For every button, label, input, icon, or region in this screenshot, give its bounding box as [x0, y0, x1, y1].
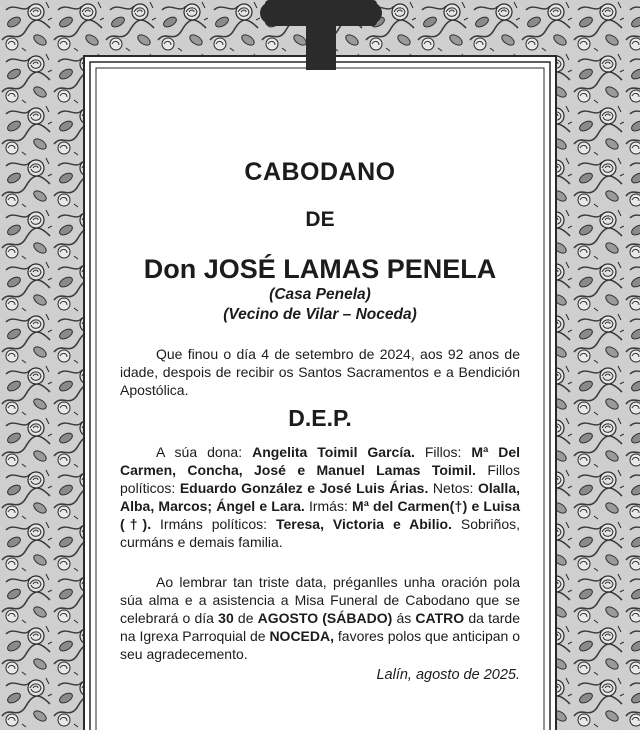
family-segment: Netos:	[428, 480, 478, 496]
invitation-segment: da tarde na Igrexa Parroquial de	[120, 610, 520, 644]
family-paragraph	[120, 443, 520, 551]
invitation-segment: 30	[218, 610, 234, 626]
family-segment: Irmáns políticos:	[151, 516, 276, 532]
family-segment: Sobriños, curmáns e demais familia.	[120, 516, 521, 550]
family-segment: Fillos políticos:	[120, 462, 520, 496]
family-segment: Mª del Carmen(†) e Luisa (†).	[120, 498, 520, 532]
invitation-segment: favores polos que anticipan o seu agradecemento.	[120, 628, 521, 662]
invitation-segment: CATRO	[415, 610, 465, 626]
dep-heading: D.E.P.	[288, 405, 352, 431]
obituary-panel	[98, 70, 542, 730]
family-segment: Fillos:	[414, 444, 472, 460]
house-name: (Casa Penela)	[269, 286, 371, 303]
deceased-name: Don JOSÉ LAMAS PENELA	[143, 254, 497, 284]
invitation-segment: NOCEDA,	[269, 628, 334, 644]
family-segment: Eduardo González e José Luis Árias.	[179, 480, 429, 496]
family-segment: Olalla, Alba, Marcos; Ángel e Lara.	[120, 480, 520, 514]
invitation-segment: AGOSTO (SÁBADO)	[257, 610, 393, 626]
death-paragraph	[120, 345, 520, 399]
notice-title: CABODANO	[244, 158, 396, 186]
family-segment: Angelita Toimil García.	[252, 444, 415, 460]
invitation-paragraph	[120, 573, 520, 663]
family-segment: Teresa, Victoria e Abilio.	[275, 516, 452, 532]
neighbor-line: (Vecino de Vilar – Noceda)	[223, 306, 417, 323]
family-segment: Irmás:	[304, 498, 353, 514]
invitation-segment: ás	[392, 610, 416, 626]
death-text: Que finou o día 4 de setembro de 2024, aos 92 anos de idade, despois de recibir os Santos Sacramentos e a Bendición Apostólica.	[120, 346, 520, 398]
invitation-segment: de	[233, 610, 258, 626]
family-segment: A súa dona:	[156, 444, 253, 460]
place-date-signoff: Lalín, agosto de 2025.	[376, 667, 520, 683]
notice-connector: DE	[305, 208, 335, 231]
family-segment: Mª Del Carmen, Concha, José e Manuel Lamas Toimil.	[120, 444, 521, 478]
invitation-segment: Ao lembrar tan triste data, préganlles unha oración pola súa alma e a asistencia a Misa Funeral de Cabodano que se celebrará o día	[120, 574, 520, 626]
